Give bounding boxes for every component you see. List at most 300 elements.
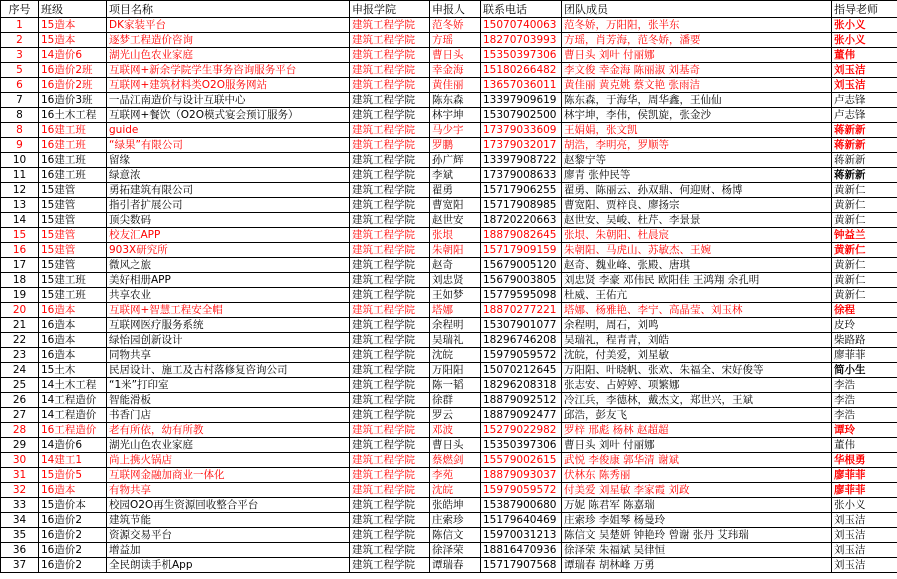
cell-teacher[interactable]: 刘玉洁 (832, 558, 897, 573)
cell-class[interactable]: 15建管 (39, 258, 107, 273)
cell-phone[interactable]: 18270703993 (481, 33, 562, 48)
cell-project[interactable]: 留缘 (107, 153, 350, 168)
cell-project[interactable]: 全民朗读手机App (107, 558, 350, 573)
cell-team[interactable]: 王娟娟，张文凯 (562, 123, 832, 138)
cell-phone[interactable]: 13657036011 (481, 78, 562, 93)
cell-team[interactable]: 陈东森，于海华，周华鑫，王仙仙 (562, 93, 832, 108)
cell-applicant[interactable]: 邓波 (430, 423, 481, 438)
cell-class[interactable]: 14工程造价 (39, 393, 107, 408)
cell-college[interactable]: 建筑工程学院 (350, 438, 430, 453)
cell-class[interactable]: 16建工班 (39, 123, 107, 138)
cell-applicant[interactable]: 蔡燃剑 (430, 453, 481, 468)
cell-applicant[interactable]: 翟勇 (430, 183, 481, 198)
cell-college[interactable]: 建筑工程学院 (350, 213, 430, 228)
cell-team[interactable]: 付美爱 刘星敏 李家霞 刘政 (562, 483, 832, 498)
cell-teacher[interactable]: 谭玲 (832, 423, 897, 438)
cell-phone[interactable]: 18296746208 (481, 333, 562, 348)
cell-class[interactable]: 16造价2 (39, 528, 107, 543)
cell-college[interactable]: 建筑工程学院 (350, 138, 430, 153)
cell-teacher[interactable]: 黄新仁 (832, 288, 897, 303)
cell-college[interactable]: 建筑工程学院 (350, 33, 430, 48)
cell-project[interactable]: 湖光山色农业家庭 (107, 48, 350, 63)
cell-phone[interactable]: 15717908985 (481, 198, 562, 213)
cell-no[interactable]: 6 (1, 78, 39, 93)
cell-class[interactable]: 16建工班 (39, 153, 107, 168)
cell-project[interactable]: 共享农业 (107, 288, 350, 303)
cell-project[interactable]: 智能滑板 (107, 393, 350, 408)
cell-class[interactable]: 16建工班 (39, 138, 107, 153)
cell-project[interactable]: 增益加 (107, 543, 350, 558)
cell-applicant[interactable]: 徐泽荣 (430, 543, 481, 558)
cell-no[interactable]: 13 (1, 198, 39, 213)
cell-no[interactable]: 20 (1, 303, 39, 318)
cell-applicant[interactable]: 陈一韬 (430, 378, 481, 393)
cell-team[interactable]: 李文俊 幸金海 陈丽淑 刘基奇 (562, 63, 832, 78)
cell-applicant[interactable]: 曹日头 (430, 48, 481, 63)
cell-college[interactable]: 建筑工程学院 (350, 303, 430, 318)
cell-team[interactable]: 翟勇、陈丽云、孙双鼎、何迎财、杨博 (562, 183, 832, 198)
cell-phone[interactable]: 15350397306 (481, 48, 562, 63)
cell-applicant[interactable]: 曹日头 (430, 438, 481, 453)
cell-phone[interactable]: 13397908722 (481, 153, 562, 168)
cell-applicant[interactable]: 马少宇 (430, 123, 481, 138)
cell-applicant[interactable]: 谭瑞春 (430, 558, 481, 573)
cell-project[interactable]: 书香门店 (107, 408, 350, 423)
cell-applicant[interactable]: 陈东森 (430, 93, 481, 108)
cell-project[interactable]: 资源交易平台 (107, 528, 350, 543)
cell-phone[interactable]: 15279022982 (481, 423, 562, 438)
cell-applicant[interactable]: 万阳阳 (430, 363, 481, 378)
cell-no[interactable]: 1 (1, 18, 39, 33)
cell-college[interactable]: 建筑工程学院 (350, 348, 430, 363)
cell-teacher[interactable]: 张小义 (832, 498, 897, 513)
cell-team[interactable]: 冷江兵，李德林，戴杰文，郑世兴，王斌 (562, 393, 832, 408)
cell-applicant[interactable]: 朱朝阳 (430, 243, 481, 258)
cell-phone[interactable]: 15779595098 (481, 288, 562, 303)
cell-college[interactable]: 建筑工程学院 (350, 18, 430, 33)
cell-teacher[interactable]: 李浩 (832, 378, 897, 393)
cell-team[interactable]: 余程明，周石，刘鸣 (562, 318, 832, 333)
cell-phone[interactable]: 15070212645 (481, 363, 562, 378)
cell-teacher[interactable]: 刘玉洁 (832, 543, 897, 558)
cell-college[interactable]: 建筑工程学院 (350, 513, 430, 528)
cell-project[interactable]: 建筑节能 (107, 513, 350, 528)
cell-project[interactable]: 互联网金融加商业一体化 (107, 468, 350, 483)
col-header-team[interactable]: 团队成员 (562, 1, 832, 18)
cell-class[interactable]: 16造价3班 (39, 93, 107, 108)
cell-college[interactable]: 建筑工程学院 (350, 228, 430, 243)
cell-team[interactable]: 张垠、朱朝阳、杜晨宸 (562, 228, 832, 243)
cell-applicant[interactable]: 孙广辉 (430, 153, 481, 168)
cell-phone[interactable]: 15070740063 (481, 18, 562, 33)
cell-college[interactable]: 建筑工程学院 (350, 558, 430, 573)
cell-college[interactable]: 建筑工程学院 (350, 123, 430, 138)
col-header-no[interactable]: 序号 (1, 1, 39, 18)
col-header-class[interactable]: 班级 (39, 1, 107, 18)
cell-project[interactable]: “绿果”有限公司 (107, 138, 350, 153)
cell-college[interactable]: 建筑工程学院 (350, 363, 430, 378)
cell-team[interactable]: 塔娜、杨雅艳、李宁、高晶莹、刘玉林 (562, 303, 832, 318)
cell-project[interactable]: 湖光山色农业家庭 (107, 438, 350, 453)
cell-phone[interactable]: 15970031213 (481, 528, 562, 543)
cell-no[interactable]: 34 (1, 513, 39, 528)
cell-class[interactable]: 15建工班 (39, 288, 107, 303)
cell-teacher[interactable]: 李浩 (832, 393, 897, 408)
cell-team[interactable]: 杜威、王佑亢 (562, 288, 832, 303)
cell-college[interactable]: 建筑工程学院 (350, 423, 430, 438)
cell-no[interactable]: 19 (1, 288, 39, 303)
cell-applicant[interactable]: 塔娜 (430, 303, 481, 318)
cell-applicant[interactable]: 方瑶 (430, 33, 481, 48)
cell-college[interactable]: 建筑工程学院 (350, 333, 430, 348)
cell-project[interactable]: 互联网医疗服务系统 (107, 318, 350, 333)
cell-class[interactable]: 16造本 (39, 483, 107, 498)
cell-teacher[interactable]: 蒋新新 (832, 153, 897, 168)
cell-teacher[interactable]: 华根勇 (832, 453, 897, 468)
cell-team[interactable]: 伏林东 陈秀丽 (562, 468, 832, 483)
cell-teacher[interactable]: 张小义 (832, 18, 897, 33)
cell-team[interactable]: 胡浩，李明亮，罗顺等 (562, 138, 832, 153)
cell-team[interactable]: 范冬娇，万阳阳，张半东 (562, 18, 832, 33)
cell-no[interactable]: 18 (1, 273, 39, 288)
cell-team[interactable]: 陈信文 吴楚妍 钟艳玲 曾谢 张丹 艾玮瑞 (562, 528, 832, 543)
cell-phone[interactable]: 18879082645 (481, 228, 562, 243)
cell-phone[interactable]: 15717907568 (481, 558, 562, 573)
cell-project[interactable]: 指引者扩展公司 (107, 198, 350, 213)
cell-project[interactable]: 903X研究所 (107, 243, 350, 258)
cell-teacher[interactable]: 张小义 (832, 33, 897, 48)
cell-class[interactable]: 15造价5 (39, 468, 107, 483)
cell-applicant[interactable]: 罗鹏 (430, 138, 481, 153)
cell-no[interactable]: 5 (1, 63, 39, 78)
cell-college[interactable]: 建筑工程学院 (350, 453, 430, 468)
cell-class[interactable]: 14造价6 (39, 438, 107, 453)
cell-project[interactable]: 有物共享 (107, 483, 350, 498)
cell-class[interactable]: 16造本 (39, 333, 107, 348)
cell-phone[interactable]: 15307902500 (481, 108, 562, 123)
cell-no[interactable]: 27 (1, 408, 39, 423)
cell-teacher[interactable]: 董伟 (832, 438, 897, 453)
cell-project[interactable]: 微风之旅 (107, 258, 350, 273)
cell-teacher[interactable]: 卢志锋 (832, 108, 897, 123)
cell-applicant[interactable]: 张垠 (430, 228, 481, 243)
cell-applicant[interactable]: 张皓坤 (430, 498, 481, 513)
cell-no[interactable]: 21 (1, 318, 39, 333)
cell-team[interactable]: 罗梓 邢彪 杨林 赵超超 (562, 423, 832, 438)
cell-no[interactable]: 7 (1, 93, 39, 108)
cell-applicant[interactable]: 余程明 (430, 318, 481, 333)
cell-class[interactable]: 14建工1 (39, 453, 107, 468)
cell-college[interactable]: 建筑工程学院 (350, 288, 430, 303)
cell-no[interactable]: 37 (1, 558, 39, 573)
cell-phone[interactable]: 18296208318 (481, 378, 562, 393)
cell-college[interactable]: 建筑工程学院 (350, 393, 430, 408)
cell-college[interactable]: 建筑工程学院 (350, 408, 430, 423)
cell-class[interactable]: 15建管 (39, 228, 107, 243)
cell-no[interactable]: 23 (1, 348, 39, 363)
cell-no[interactable]: 2 (1, 33, 39, 48)
cell-project[interactable]: 逐梦工程造价咨询 (107, 33, 350, 48)
cell-phone[interactable]: 15717909159 (481, 243, 562, 258)
cell-teacher[interactable]: 简小生 (832, 363, 897, 378)
cell-college[interactable]: 建筑工程学院 (350, 183, 430, 198)
cell-applicant[interactable]: 陈信文 (430, 528, 481, 543)
cell-college[interactable]: 建筑工程学院 (350, 108, 430, 123)
cell-project[interactable]: 校友汇APP (107, 228, 350, 243)
cell-team[interactable]: 曹宽阳、贾梓良、廖扬宗 (562, 198, 832, 213)
cell-college[interactable]: 建筑工程学院 (350, 318, 430, 333)
cell-project[interactable]: 互联网+建筑材料类O2O服务网站 (107, 78, 350, 93)
cell-team[interactable]: 吴瑞礼，程青青，刘皓 (562, 333, 832, 348)
cell-no[interactable]: 8 (1, 123, 39, 138)
cell-no[interactable]: 31 (1, 468, 39, 483)
cell-project[interactable]: 互联网+智慧工程安全帽 (107, 303, 350, 318)
cell-college[interactable]: 建筑工程学院 (350, 258, 430, 273)
cell-phone[interactable]: 17379032017 (481, 138, 562, 153)
cell-teacher[interactable]: 蒋新新 (832, 168, 897, 183)
cell-teacher[interactable]: 蒋新新 (832, 138, 897, 153)
cell-team[interactable]: 邱浩，彭友飞 (562, 408, 832, 423)
cell-teacher[interactable]: 柴路路 (832, 333, 897, 348)
cell-class[interactable]: 16造价2 (39, 513, 107, 528)
cell-project[interactable]: 校园O2O再生资源回收整合平台 (107, 498, 350, 513)
cell-phone[interactable]: 15979059572 (481, 348, 562, 363)
cell-no[interactable]: 25 (1, 378, 39, 393)
cell-class[interactable]: 16土木工程 (39, 108, 107, 123)
cell-phone[interactable]: 18720220663 (481, 213, 562, 228)
cell-team[interactable]: 林宇坤，李伟，侯凯旋，张金沙 (562, 108, 832, 123)
cell-phone[interactable]: 18870277221 (481, 303, 562, 318)
cell-team[interactable]: 庄索珍 李姐琴 杨曼玲 (562, 513, 832, 528)
cell-no[interactable]: 33 (1, 498, 39, 513)
cell-team[interactable]: 万阳阳、叶晓帆、张欢、朱福全、宋好俊等 (562, 363, 832, 378)
cell-class[interactable]: 14工程造价 (39, 408, 107, 423)
cell-teacher[interactable]: 黄新仁 (832, 183, 897, 198)
cell-project[interactable]: 绿意浓 (107, 168, 350, 183)
cell-class[interactable]: 16建工班 (39, 168, 107, 183)
cell-class[interactable]: 15建管 (39, 213, 107, 228)
cell-college[interactable]: 建筑工程学院 (350, 273, 430, 288)
cell-teacher[interactable]: 刘玉洁 (832, 78, 897, 93)
cell-project[interactable]: 顶尖数码 (107, 213, 350, 228)
cell-no[interactable]: 36 (1, 543, 39, 558)
cell-applicant[interactable]: 王如梦 (430, 288, 481, 303)
cell-team[interactable]: 张志安、占婷婷、项繁娜 (562, 378, 832, 393)
cell-college[interactable]: 建筑工程学院 (350, 378, 430, 393)
cell-teacher[interactable]: 刘玉洁 (832, 513, 897, 528)
cell-no[interactable]: 35 (1, 528, 39, 543)
cell-applicant[interactable]: 沈皖 (430, 483, 481, 498)
cell-class[interactable]: 14造价6 (39, 48, 107, 63)
cell-class[interactable]: 15建管 (39, 183, 107, 198)
cell-class[interactable]: 15建管 (39, 198, 107, 213)
cell-team[interactable]: 廖青 张仲民等 (562, 168, 832, 183)
cell-class[interactable]: 14土木工程 (39, 378, 107, 393)
cell-college[interactable]: 建筑工程学院 (350, 78, 430, 93)
cell-applicant[interactable]: 范冬娇 (430, 18, 481, 33)
cell-college[interactable]: 建筑工程学院 (350, 198, 430, 213)
cell-phone[interactable]: 18816470936 (481, 543, 562, 558)
cell-team[interactable]: 谭瑞春 胡林峰 万勇 (562, 558, 832, 573)
cell-college[interactable]: 建筑工程学院 (350, 543, 430, 558)
cell-teacher[interactable]: 刘玉洁 (832, 528, 897, 543)
cell-no[interactable]: 28 (1, 423, 39, 438)
cell-phone[interactable]: 15717906255 (481, 183, 562, 198)
cell-college[interactable]: 建筑工程学院 (350, 153, 430, 168)
cell-phone[interactable]: 17379008633 (481, 168, 562, 183)
cell-phone[interactable]: 15979059572 (481, 483, 562, 498)
cell-teacher[interactable]: 徐程 (832, 303, 897, 318)
cell-no[interactable]: 10 (1, 153, 39, 168)
cell-phone[interactable]: 15350397306 (481, 438, 562, 453)
cell-phone[interactable]: 18879092477 (481, 408, 562, 423)
cell-project[interactable]: 互联网+餐饮（O2O模式宴会预订服务） (107, 108, 350, 123)
cell-no[interactable]: 12 (1, 183, 39, 198)
cell-college[interactable]: 建筑工程学院 (350, 483, 430, 498)
cell-project[interactable]: “1米”打印室 (107, 378, 350, 393)
cell-class[interactable]: 15造本 (39, 18, 107, 33)
cell-class[interactable]: 16造本 (39, 318, 107, 333)
cell-teacher[interactable]: 黄新仁 (832, 273, 897, 288)
cell-teacher[interactable]: 廖菲菲 (832, 483, 897, 498)
cell-class[interactable]: 16造价2班 (39, 78, 107, 93)
col-header-teacher[interactable]: 指导老师 (832, 1, 897, 18)
cell-team[interactable]: 曹日头 刘叶 付丽娜 (562, 438, 832, 453)
cell-applicant[interactable]: 曹宽阳 (430, 198, 481, 213)
cell-team[interactable]: 赵世安、吴峻、杜芹、李景景 (562, 213, 832, 228)
cell-class[interactable]: 16工程造价 (39, 423, 107, 438)
cell-applicant[interactable]: 赵奇 (430, 258, 481, 273)
cell-applicant[interactable]: 罗云 (430, 408, 481, 423)
cell-teacher[interactable]: 廖菲菲 (832, 468, 897, 483)
cell-project[interactable]: 一品江南造价与设计互联中心 (107, 93, 350, 108)
cell-college[interactable]: 建筑工程学院 (350, 468, 430, 483)
cell-no[interactable]: 24 (1, 363, 39, 378)
cell-class[interactable]: 16造本 (39, 348, 107, 363)
cell-phone[interactable]: 15579002615 (481, 453, 562, 468)
cell-no[interactable]: 26 (1, 393, 39, 408)
cell-team[interactable]: 黄佳丽 黄克姚 蔡文艳 张雨洁 (562, 78, 832, 93)
cell-teacher[interactable]: 刘玉洁 (832, 63, 897, 78)
cell-applicant[interactable]: 林宇坤 (430, 108, 481, 123)
cell-phone[interactable]: 15307901077 (481, 318, 562, 333)
cell-teacher[interactable]: 李浩 (832, 408, 897, 423)
cell-class[interactable]: 16造价2班 (39, 63, 107, 78)
cell-teacher[interactable]: 钟益兰 (832, 228, 897, 243)
cell-phone[interactable]: 15180266482 (481, 63, 562, 78)
cell-phone[interactable]: 18879092512 (481, 393, 562, 408)
cell-project[interactable]: DK家装平台 (107, 18, 350, 33)
cell-phone[interactable]: 15679005120 (481, 258, 562, 273)
cell-phone[interactable]: 15679003805 (481, 273, 562, 288)
cell-teacher[interactable]: 董伟 (832, 48, 897, 63)
cell-no[interactable]: 3 (1, 48, 39, 63)
cell-no[interactable]: 8 (1, 108, 39, 123)
cell-project[interactable]: 尚上携火锅店 (107, 453, 350, 468)
cell-project[interactable]: 美好相册APP (107, 273, 350, 288)
cell-team[interactable]: 朱朝阳、马虎山、苏敏杰、王婉 (562, 243, 832, 258)
cell-applicant[interactable]: 刘忠贤 (430, 273, 481, 288)
cell-teacher[interactable]: 黄新仁 (832, 213, 897, 228)
cell-teacher[interactable]: 皮玲 (832, 318, 897, 333)
cell-applicant[interactable]: 李苑 (430, 468, 481, 483)
cell-team[interactable]: 万妮 陈君军 陈嘉瑞 (562, 498, 832, 513)
cell-teacher[interactable]: 廖菲菲 (832, 348, 897, 363)
cell-college[interactable]: 建筑工程学院 (350, 243, 430, 258)
cell-college[interactable]: 建筑工程学院 (350, 63, 430, 78)
cell-college[interactable]: 建筑工程学院 (350, 528, 430, 543)
cell-no[interactable]: 15 (1, 228, 39, 243)
cell-phone[interactable]: 17379033609 (481, 123, 562, 138)
cell-college[interactable]: 建筑工程学院 (350, 168, 430, 183)
cell-team[interactable]: 刘忠贤 李豪 邓伟民 欧阳佳 王鸿翔 余孔明 (562, 273, 832, 288)
cell-teacher[interactable]: 蒋新新 (832, 123, 897, 138)
cell-phone[interactable]: 15179640469 (481, 513, 562, 528)
cell-college[interactable]: 建筑工程学院 (350, 498, 430, 513)
cell-applicant[interactable]: 赵世安 (430, 213, 481, 228)
cell-teacher[interactable]: 卢志锋 (832, 93, 897, 108)
col-header-phone[interactable]: 联系电话 (481, 1, 562, 18)
cell-applicant[interactable]: 徐群 (430, 393, 481, 408)
cell-no[interactable]: 9 (1, 138, 39, 153)
cell-class[interactable]: 15造价本 (39, 498, 107, 513)
cell-phone[interactable]: 15387900680 (481, 498, 562, 513)
cell-no[interactable]: 30 (1, 453, 39, 468)
cell-project[interactable]: 绿怡园创新设计 (107, 333, 350, 348)
cell-applicant[interactable]: 庄索珍 (430, 513, 481, 528)
cell-team[interactable]: 赵奇、魏业峰、张殿、唐琪 (562, 258, 832, 273)
cell-project[interactable]: 民居设计、施工及古村落修复咨询公司 (107, 363, 350, 378)
cell-team[interactable]: 曹日头 刘叶 付丽娜 (562, 48, 832, 63)
cell-class[interactable]: 16造价2 (39, 558, 107, 573)
cell-project[interactable]: guide (107, 123, 350, 138)
cell-applicant[interactable]: 李斌 (430, 168, 481, 183)
cell-project[interactable]: 互联网+新余学院学生事务咨询服务平台 (107, 63, 350, 78)
cell-no[interactable]: 16 (1, 243, 39, 258)
cell-team[interactable]: 武悦 李俊康 郭华清 谢斌 (562, 453, 832, 468)
cell-no[interactable]: 11 (1, 168, 39, 183)
cell-class[interactable]: 15建管 (39, 243, 107, 258)
cell-teacher[interactable]: 黄新仁 (832, 198, 897, 213)
cell-class[interactable]: 15建工班 (39, 273, 107, 288)
cell-class[interactable]: 15造本 (39, 33, 107, 48)
cell-applicant[interactable]: 幸金海 (430, 63, 481, 78)
cell-team[interactable]: 方瑶，肖芳海，范冬娇，潘要 (562, 33, 832, 48)
cell-class[interactable]: 16造价2 (39, 543, 107, 558)
cell-applicant[interactable]: 黄佳丽 (430, 78, 481, 93)
cell-teacher[interactable]: 黄新仁 (832, 243, 897, 258)
cell-class[interactable]: 15土木 (39, 363, 107, 378)
cell-no[interactable]: 32 (1, 483, 39, 498)
cell-no[interactable]: 29 (1, 438, 39, 453)
cell-teacher[interactable]: 黄新仁 (832, 258, 897, 273)
cell-team[interactable]: 徐泽荣 朱福斌 吴律恒 (562, 543, 832, 558)
cell-no[interactable]: 22 (1, 333, 39, 348)
cell-class[interactable]: 16造本 (39, 303, 107, 318)
col-header-project[interactable]: 项目名称 (107, 1, 350, 18)
cell-project[interactable]: 勇拓建筑有限公司 (107, 183, 350, 198)
col-header-college[interactable]: 申报学院 (350, 1, 430, 18)
cell-project[interactable]: 老有所依，幼有所教 (107, 423, 350, 438)
cell-college[interactable]: 建筑工程学院 (350, 93, 430, 108)
cell-project[interactable]: 同物共享 (107, 348, 350, 363)
cell-team[interactable]: 沈皖，付美爱，刘星敏 (562, 348, 832, 363)
cell-applicant[interactable]: 吴瑞礼 (430, 333, 481, 348)
cell-phone[interactable]: 13397909619 (481, 93, 562, 108)
cell-no[interactable]: 14 (1, 213, 39, 228)
col-header-applicant[interactable]: 申报人 (430, 1, 481, 18)
cell-no[interactable]: 17 (1, 258, 39, 273)
